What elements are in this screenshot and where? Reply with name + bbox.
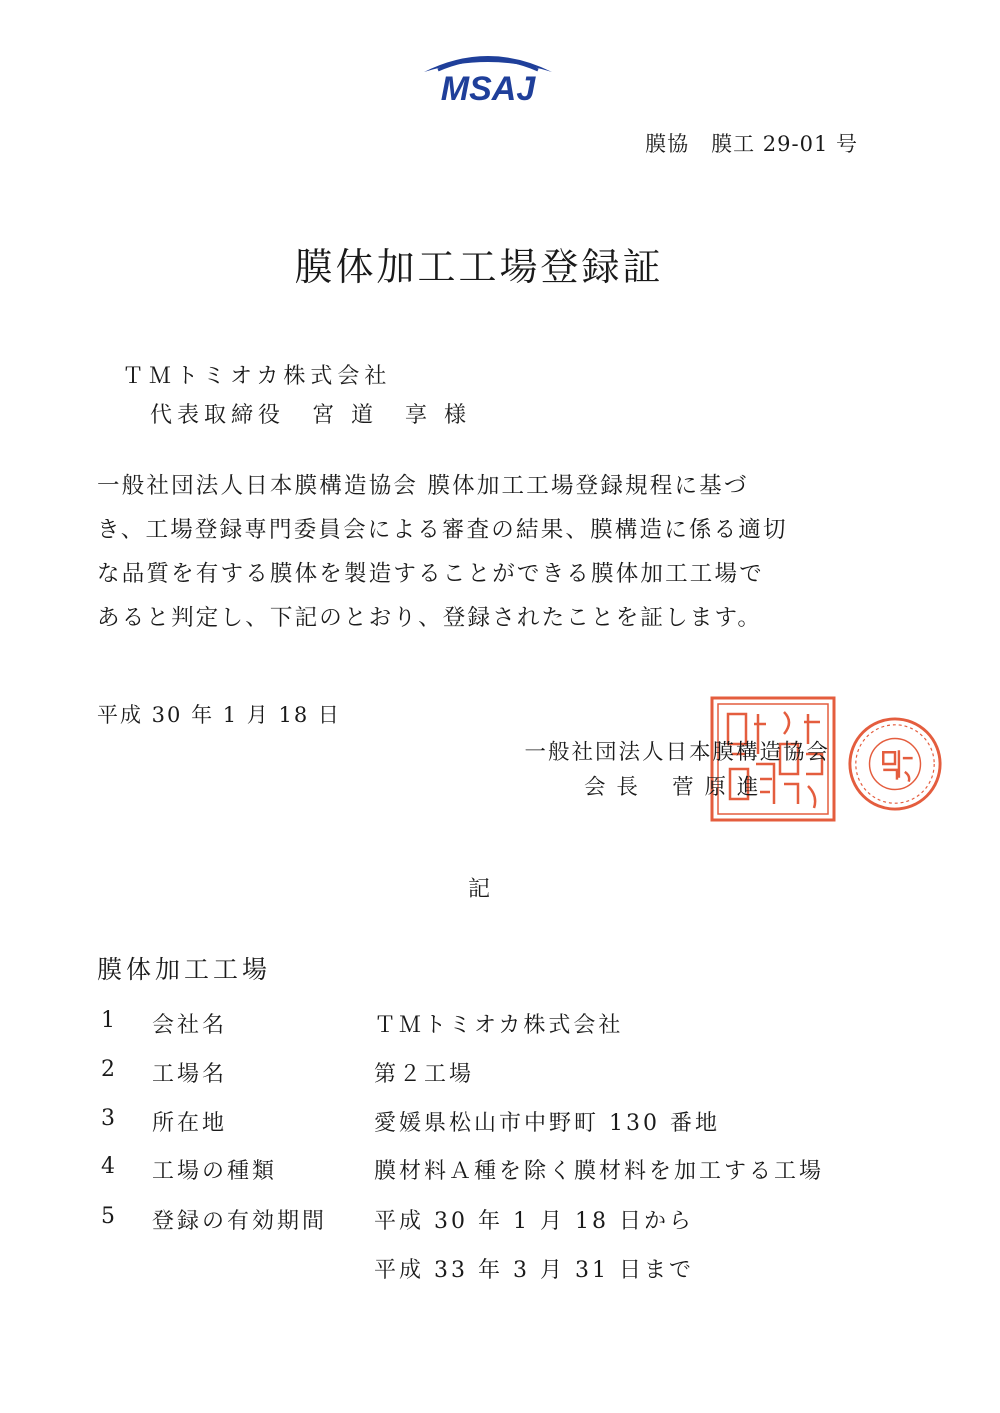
list-item	[0, 1154, 1000, 1194]
page-title: 膜体加工工場登録証	[294, 245, 664, 289]
item-number: 3	[101, 1106, 118, 1131]
item-label: 工場の種類	[152, 1159, 278, 1184]
item-value: 愛媛県松山市中野町 130 番地	[374, 1111, 720, 1136]
recipient-company: ＴＭトミオカ株式会社	[122, 364, 392, 389]
validity-end: 平成 33 年 3 月 31 日まで	[374, 1258, 694, 1283]
item-value: 第２工場	[374, 1062, 475, 1087]
msaj-logo	[418, 44, 558, 104]
list-item	[0, 1057, 1000, 1097]
item-label: 工場名	[152, 1062, 228, 1087]
list-item	[0, 1008, 1000, 1048]
list-item	[0, 1106, 1000, 1146]
item-number: 4	[101, 1154, 118, 1179]
issuer-organization: 一般社団法人日本膜構造協会	[524, 740, 830, 765]
section-title: 膜体加工工場	[97, 955, 272, 984]
ki-heading: 記	[467, 877, 490, 902]
body-line: き、工場登録専門委員会による審査の結果、膜構造に係る適切	[97, 517, 788, 543]
item-number: 1	[101, 1008, 118, 1033]
item-label: 会社名	[152, 1013, 228, 1038]
list-item	[0, 1204, 1000, 1244]
issue-date: 平成 30 年 1 月 18 日	[97, 703, 341, 727]
logo-text: MSAJ	[440, 70, 536, 104]
item-number: 2	[101, 1057, 118, 1082]
issuer-person: 会 長 菅 原 進	[584, 775, 761, 800]
list-item-continuation	[0, 1253, 1000, 1293]
recipient-person: 代表取締役 宮 道 享 様	[150, 403, 471, 428]
certificate-body	[97, 464, 872, 640]
body-line: な品質を有する膜体を製造することができる膜体加工工場で	[97, 561, 764, 587]
document-number: 膜協 膜工 29-01 号	[645, 132, 858, 156]
item-value: 膜材料Ａ種を除く膜材料を加工する工場	[374, 1159, 825, 1184]
item-value: ＴＭトミオカ株式会社	[374, 1013, 624, 1038]
body-line: 一般社団法人日本膜構造協会 膜体加工工場登録規程に基づ	[97, 473, 749, 499]
round-seal	[846, 715, 944, 813]
body-line: あると判定し、下記のとおり、登録されたことを証します。	[97, 605, 763, 631]
item-number: 5	[101, 1204, 118, 1229]
item-label: 登録の有効期間	[152, 1209, 328, 1234]
item-value: 平成 30 年 1 月 18 日から	[374, 1209, 694, 1234]
item-label: 所在地	[152, 1111, 228, 1136]
